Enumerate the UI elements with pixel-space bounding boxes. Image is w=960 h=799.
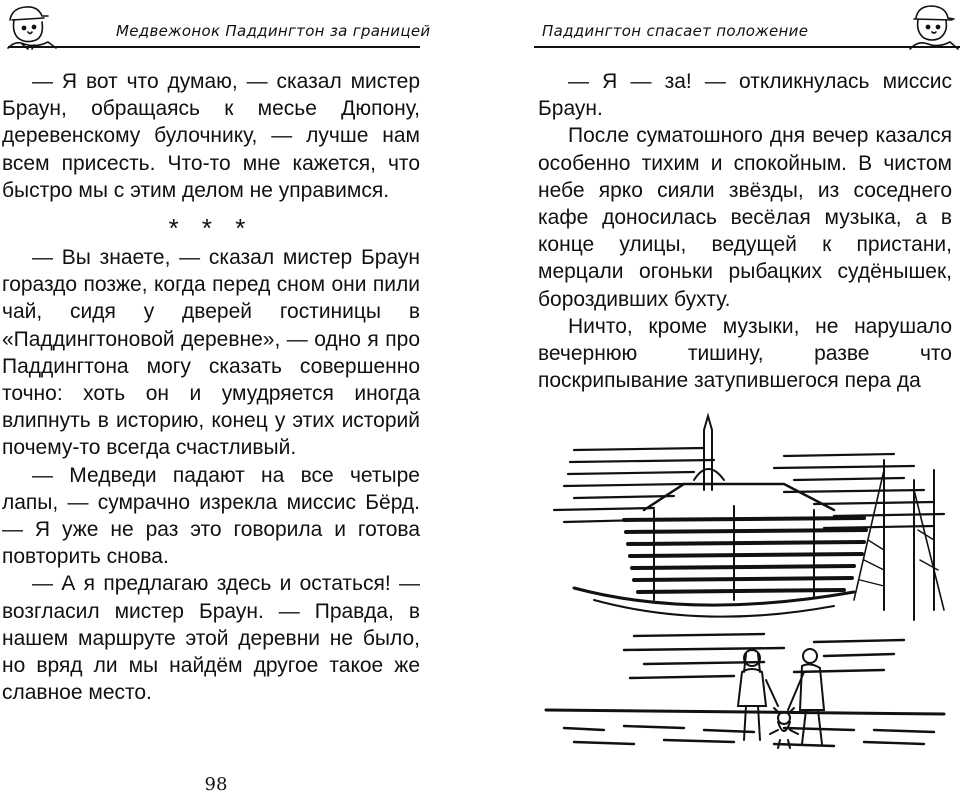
paragraph: Ничто, кроме музыки, не нарушало вечернюю тишину, разве что поскрипывание затупившегося пера да [538,314,952,393]
running-head: Паддингтон спасает положение [542,22,809,40]
harbour-illustration [534,410,960,760]
header-rule [8,46,420,48]
page-number: 98 [204,774,228,795]
paragraph: — Я вот что думаю, — сказал мистер Браун, обращаясь к месье Дюпону, деревенскому булочнику, — лучше нам всем присесть. Что-то мне кажется, что быстро мы с этим делом не управимся. [2,70,420,202]
right-page [480,0,960,799]
body-text [538,68,952,394]
section-break: * * * [168,213,254,244]
paragraph: — Вы знаете, — сказал мистер Браун гораздо позже, когда перед сном они пили чай, сидя у дверей гостиницы в «Паддингтоновой деревне», — одно я про Паддингтона могу сказать совершенно точно: хоть он и умудряется иногда влипнуть в историю, конец у этих историй почему-то всегда счастливый. [2,246,420,460]
paragraph: — Я — за! — откликнулась миссис Браун. [538,70,952,121]
paddington-bear-icon [902,2,960,50]
paddington-bear-icon [2,2,60,50]
header-rule [534,46,960,48]
paragraph: — А я предлагаю здесь и остаться! — возгласил мистер Браун. — Правда, в нашем маршруте этой деревни не было, но вряд ли мы найдём другое такое же славное место. [2,572,420,705]
paragraph: После суматошного дня вечер казался особенно тихим и спокойным. В чистом небе ярко сияли звёзды, из соседнего кафе доносилась весёлая музыка, а в конце улицы, ведущей к пристани, мерцали огоньки рыбацких судёнышек, бороздивших бухту. [538,124,952,311]
body-text [2,68,420,706]
paragraph: — Медведи падают на все четыре лапы, — сумрачно изрекла миссис Бёрд. — Я уже не раз это говорила и готова повторить снова. [2,463,420,569]
running-head: Медвежонок Паддингтон за границей [116,22,431,40]
